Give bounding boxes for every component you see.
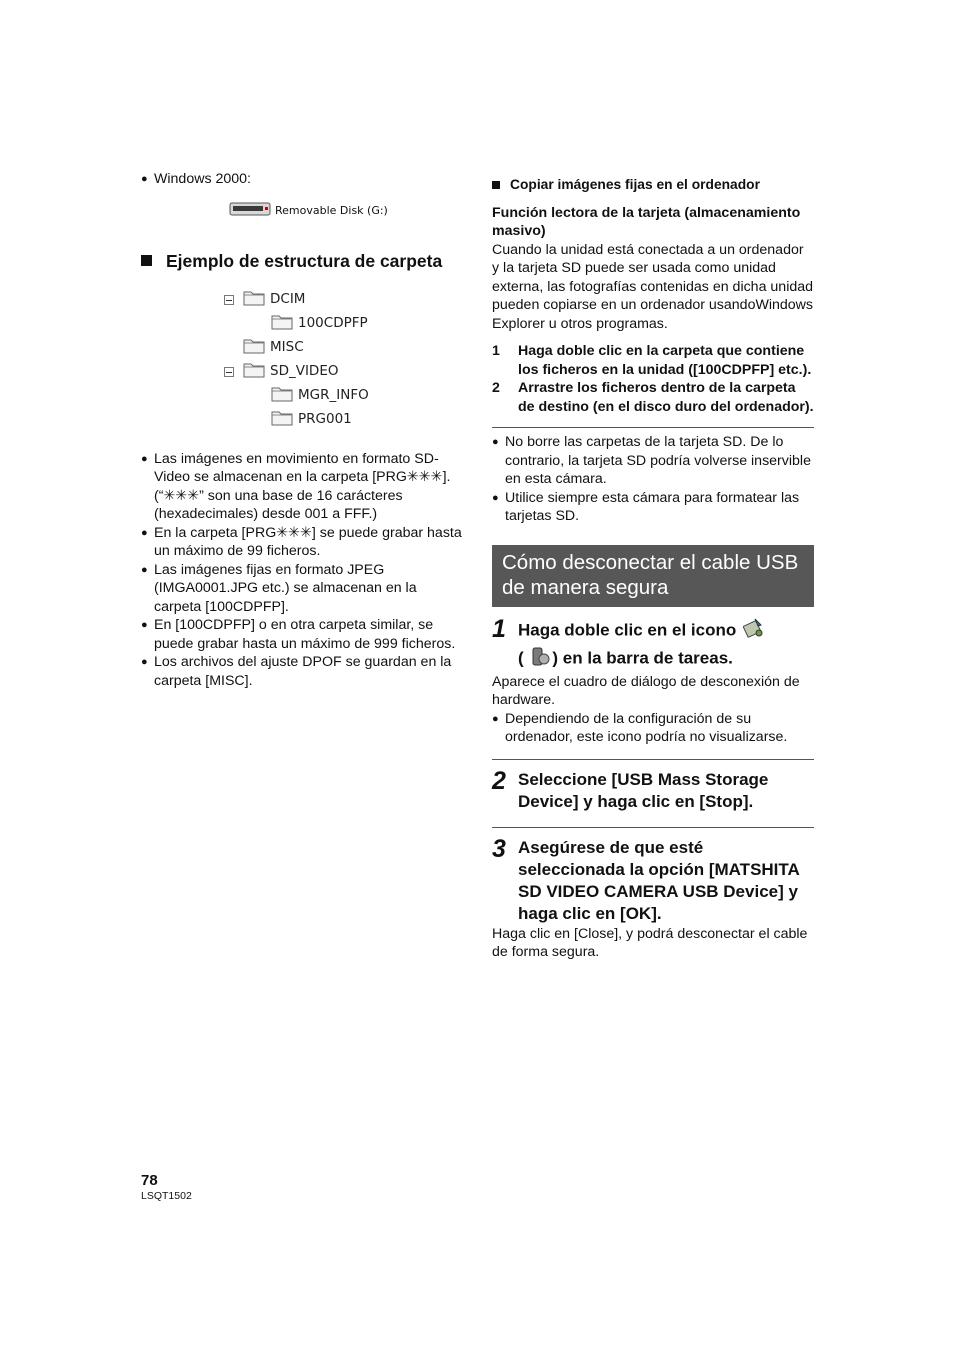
folder-icon	[243, 360, 265, 384]
windows-bullet	[141, 170, 463, 189]
folder-row-prg001	[224, 408, 463, 432]
folder-row-mgr-info	[224, 384, 463, 408]
document-code: LSQT1502	[141, 1190, 192, 1202]
divider	[492, 827, 814, 828]
left-column	[141, 170, 463, 690]
step-2-title: Seleccione [USB Mass Storage Device] y haga clic en [Stop].	[518, 769, 769, 811]
folder-icon	[243, 288, 265, 312]
bullet-dot: ●	[141, 563, 148, 576]
page-number: 78	[141, 1172, 158, 1189]
step-1	[492, 614, 814, 673]
removable-drive-icon	[229, 200, 271, 224]
folder-row-100cdpfp	[224, 312, 463, 336]
folder-icon	[243, 336, 265, 360]
folder-tree	[224, 288, 463, 432]
usb-device-icon	[528, 645, 552, 673]
bullet-dot: ●	[141, 452, 148, 465]
bullet-dot: ●	[492, 436, 499, 448]
folder-name: 100CDPFP	[298, 315, 368, 332]
list-item: ● Las imágenes en movimiento en formato SD-Video se almacenan en la carpeta [PRG✳✳✳]. (“✳✳✳” son una base de 16 carácteres (hexadecimales) desde 001 a FFF.)	[141, 450, 451, 522]
folder-name: DCIM	[270, 291, 306, 308]
folder-row-sd-video	[224, 360, 463, 384]
folder-structure-title-text: Ejemplo de estructura de carpeta	[166, 250, 443, 271]
bullet-dot: ●	[141, 619, 148, 631]
page-footer	[141, 1172, 192, 1203]
collapse-icon	[224, 295, 234, 305]
right-column	[492, 176, 814, 962]
folder-icon	[271, 408, 293, 432]
folder-row-dcim	[224, 288, 463, 312]
folder-structure-title	[141, 250, 463, 272]
list-item: ● En la carpeta [PRG✳✳✳] se puede grabar hasta un máximo de 99 ficheros.	[141, 524, 462, 559]
square-bullet-icon	[492, 181, 500, 189]
copy-steps	[492, 342, 814, 416]
collapse-icon	[224, 367, 234, 377]
list-item: 2 Arrastre los ficheros dentro de la carpeta de destino (en el disco duro del ordenador).	[492, 380, 814, 415]
list-item: ● No borre las carpetas de la tarjeta SD. De lo contrario, la tarjeta SD podría volverse inservible en esta cámara.	[492, 434, 811, 487]
folder-icon	[271, 384, 293, 408]
removable-disk	[229, 201, 463, 223]
copy-images-title: Copiar imágenes fijas en el ordenador	[492, 176, 814, 195]
card-reader-text: Cuando la unidad está conectada a un ordenador y la tarjeta SD puede ser usada como unidad externa, las fotografías contenidas en dicha unidad pueden copiarse en un ordenador usandoWindows Explorer u otros programas.	[492, 241, 814, 332]
folder-name: SD_VIDEO	[270, 363, 339, 380]
folder-name: MGR_INFO	[298, 387, 369, 404]
list-item: 1 Haga doble clic en la carpeta que contiene los ficheros en la unidad ([100CDPFP] etc.).	[492, 343, 812, 378]
card-reader-title: Función lectora de la tarjeta (almacenamiento masivo)	[492, 204, 801, 239]
square-bullet-icon	[141, 255, 152, 266]
bullet-dot: ●	[141, 526, 148, 539]
divider	[492, 427, 814, 428]
folder-name: PRG001	[298, 411, 352, 428]
list-item: ● En [100CDPFP] o en otra carpeta similar, se puede grabar hasta un máximo de 999 ficheros.	[141, 617, 456, 652]
list-item: ● Los archivos del ajuste DPOF se guardan en la carpeta [MISC].	[141, 654, 452, 689]
divider	[492, 759, 814, 760]
bullet-dot: ●	[492, 712, 499, 725]
sd-notes	[492, 433, 814, 526]
safely-remove-hardware-icon	[741, 617, 765, 645]
step-3-text: Haga clic en [Close], y podrá desconectar el cable de forma segura.	[492, 925, 808, 960]
bullet-dot: ●	[492, 491, 499, 504]
folder-name: MISC	[270, 339, 304, 356]
step-2	[492, 766, 814, 813]
step-3	[492, 834, 814, 925]
step-number: 3	[492, 834, 506, 863]
list-item: ● Dependiendo de la configuración de su ordenador, este icono podría no visualizarse.	[492, 710, 788, 745]
disk-label: Removable Disk (G:)	[275, 204, 388, 218]
section-banner: Cómo desconectar el cable USB de manera segura	[492, 545, 814, 607]
step-1-title: Haga doble clic en el icono ( ) en la barra de tareas.	[518, 617, 814, 673]
bullet-dot: ●	[141, 173, 148, 185]
folder-row-misc	[224, 336, 463, 360]
list-item: ● Utilice siempre esta cámara para formatear las tarjetas SD.	[492, 489, 800, 524]
step-1-text: Aparece el cuadro de diálogo de desconexión de hardware.	[492, 673, 800, 708]
windows-label: Windows 2000:	[154, 171, 251, 187]
list-item: ● Las imágenes fijas en formato JPEG (IMGA0001.JPG etc.) se almacenan en la carpeta [100CDPFP].	[141, 561, 417, 615]
folder-notes	[141, 450, 463, 691]
step-3-title: Asegúrese de que esté seleccionada la opción [MATSHITA SD VIDEO CAMERA USB Device] y haga clic en [OK].	[518, 837, 800, 923]
bullet-dot: ●	[141, 656, 148, 668]
step-number: 2	[492, 766, 506, 795]
folder-icon	[271, 312, 293, 336]
step-number: 1	[492, 614, 506, 643]
